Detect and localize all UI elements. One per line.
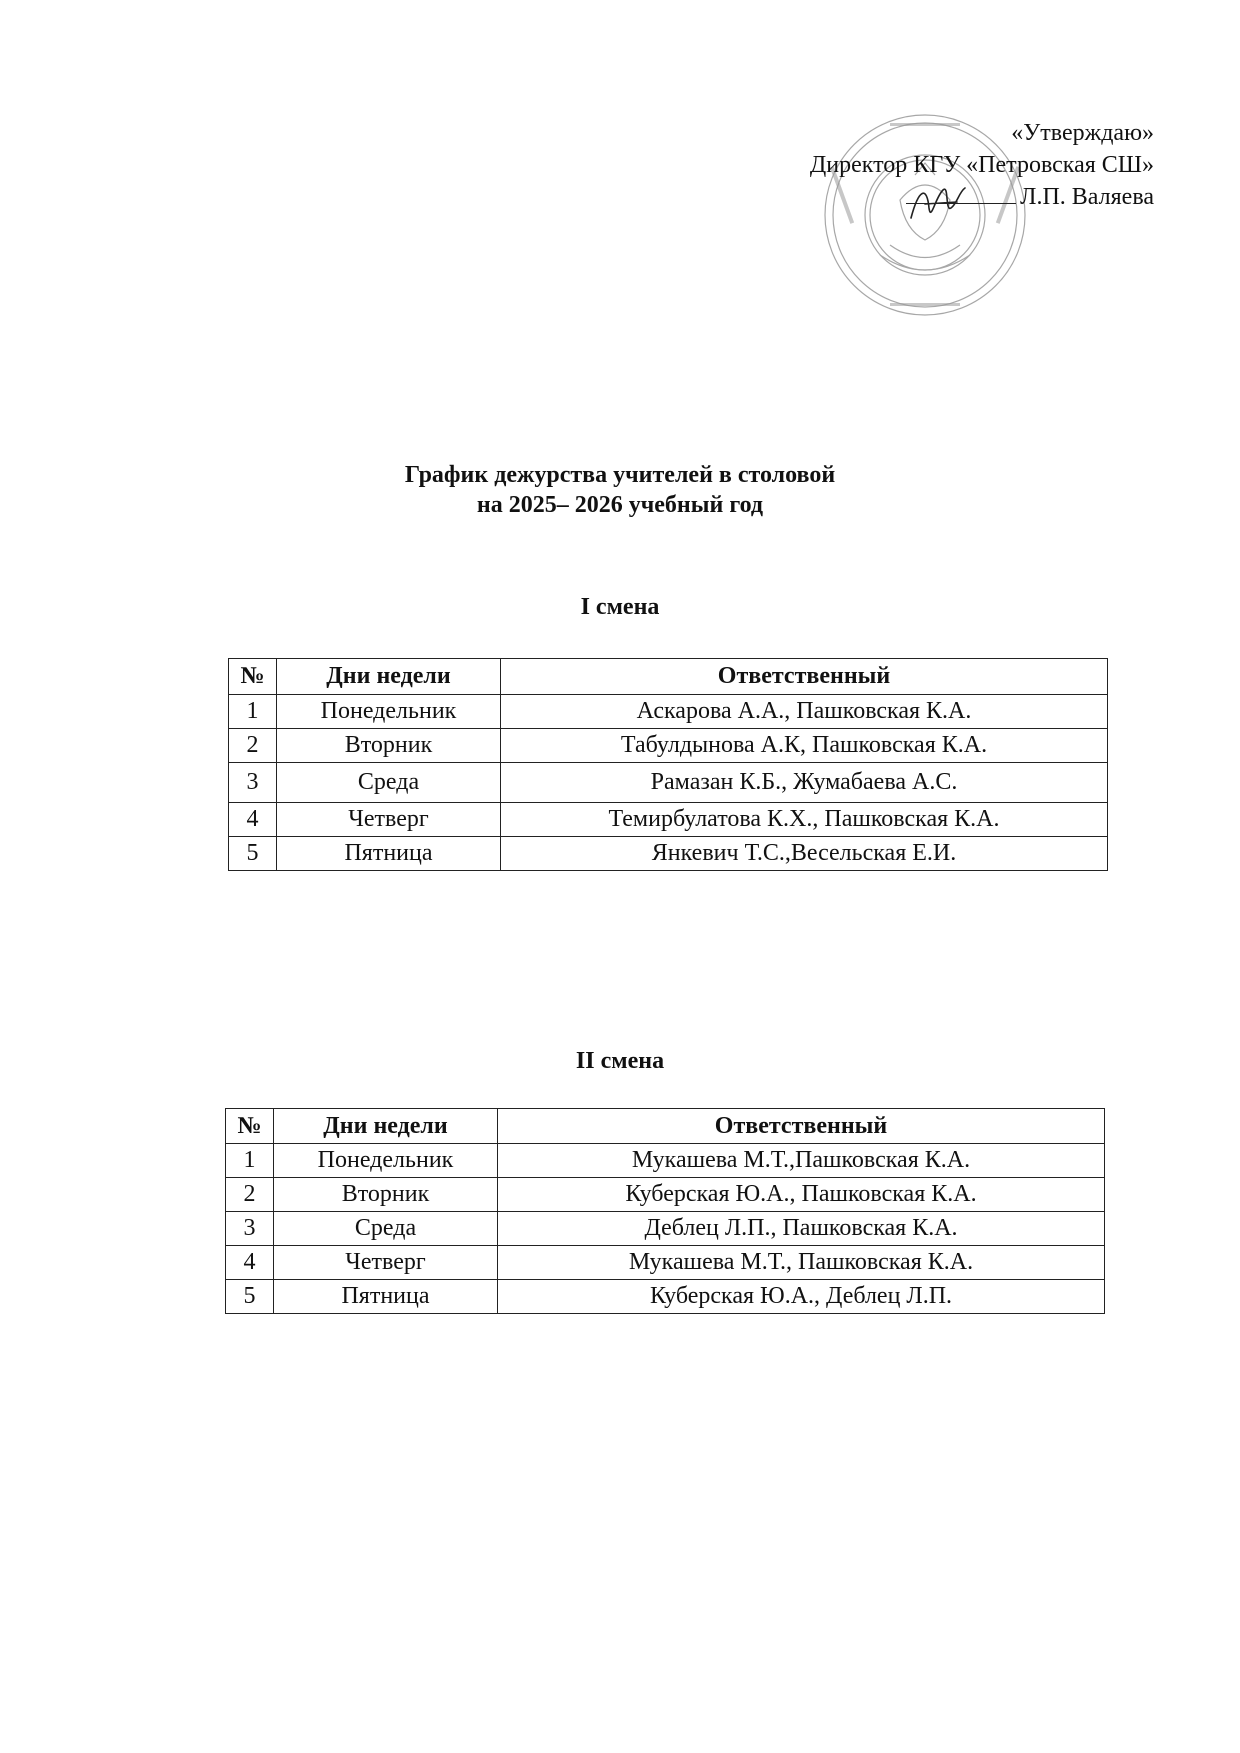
table-row xyxy=(229,837,1108,871)
cell-responsible: Янкевич Т.С.,Весельская Е.И. xyxy=(501,837,1108,871)
cell-day: Четверг xyxy=(277,803,501,837)
shift2-table xyxy=(225,1108,1105,1314)
cell-day: Вторник xyxy=(277,729,501,763)
cell-day: Пятница xyxy=(277,837,501,871)
table-row xyxy=(226,1280,1105,1314)
table-row xyxy=(229,763,1108,803)
cell-responsible: Мукашева М.Т., Пашковская К.А. xyxy=(498,1246,1105,1280)
column-header-num: № xyxy=(229,659,277,695)
cell-responsible: Рамазан К.Б., Жумабаева А.С. xyxy=(501,763,1108,803)
table-header-row xyxy=(229,659,1108,695)
cell-day: Вторник xyxy=(274,1178,498,1212)
cell-responsible: Мукашева М.Т.,Пашковская К.А. xyxy=(498,1144,1105,1178)
cell-num: 2 xyxy=(229,729,277,763)
cell-responsible: Темирбулатова К.Х., Пашковская К.А. xyxy=(501,803,1108,837)
cell-day: Понедельник xyxy=(274,1144,498,1178)
cell-num: 3 xyxy=(229,763,277,803)
cell-responsible: Деблец Л.П., Пашковская К.А. xyxy=(498,1212,1105,1246)
cell-num: 1 xyxy=(229,695,277,729)
column-header-responsible: Ответственный xyxy=(498,1109,1105,1144)
column-header-num: № xyxy=(226,1109,274,1144)
table-row xyxy=(226,1178,1105,1212)
table-row xyxy=(226,1144,1105,1178)
cell-day: Пятница xyxy=(274,1280,498,1314)
approval-position: Директор КГУ «Петровская СШ» xyxy=(809,152,1154,178)
handwritten-signature xyxy=(905,178,975,230)
cell-day: Среда xyxy=(274,1212,498,1246)
column-header-day: Дни недели xyxy=(277,659,501,695)
approval-signatory-line xyxy=(810,181,1154,213)
approval-heading: «Утверждаю» xyxy=(1011,120,1154,146)
table-header-row xyxy=(226,1109,1105,1144)
cell-num: 5 xyxy=(229,837,277,871)
table-row xyxy=(226,1246,1105,1280)
cell-day: Четверг xyxy=(274,1246,498,1280)
cell-day: Среда xyxy=(277,763,501,803)
approval-block xyxy=(810,117,1154,213)
shift2-title: II смена xyxy=(575,1048,665,1074)
cell-num: 5 xyxy=(226,1280,274,1314)
cell-responsible: Аскарова А.А., Пашковская К.А. xyxy=(501,695,1108,729)
shift1-table xyxy=(228,658,1108,871)
cell-num: 4 xyxy=(226,1246,274,1280)
table-row xyxy=(229,729,1108,763)
cell-day: Понедельник xyxy=(277,695,501,729)
cell-responsible: Табулдынова А.К, Пашковская К.А. xyxy=(501,729,1108,763)
cell-num: 1 xyxy=(226,1144,274,1178)
table-row xyxy=(226,1212,1105,1246)
table-row xyxy=(229,695,1108,729)
document-title xyxy=(0,460,1240,520)
table-row xyxy=(229,803,1108,837)
shift1-title: I смена xyxy=(580,594,660,620)
cell-responsible: Куберская Ю.А., Пашковская К.А. xyxy=(498,1178,1105,1212)
column-header-day: Дни недели xyxy=(274,1109,498,1144)
cell-responsible: Куберская Ю.А., Деблец Л.П. xyxy=(498,1280,1105,1314)
column-header-responsible: Ответственный xyxy=(501,659,1108,695)
title-line-1: График дежурства учителей в столовой xyxy=(404,462,836,488)
cell-num: 2 xyxy=(226,1178,274,1212)
approval-signatory: Л.П. Валяева xyxy=(1020,184,1154,210)
cell-num: 3 xyxy=(226,1212,274,1246)
cell-num: 4 xyxy=(229,803,277,837)
title-line-2: на 2025– 2026 учебный год xyxy=(476,492,764,518)
